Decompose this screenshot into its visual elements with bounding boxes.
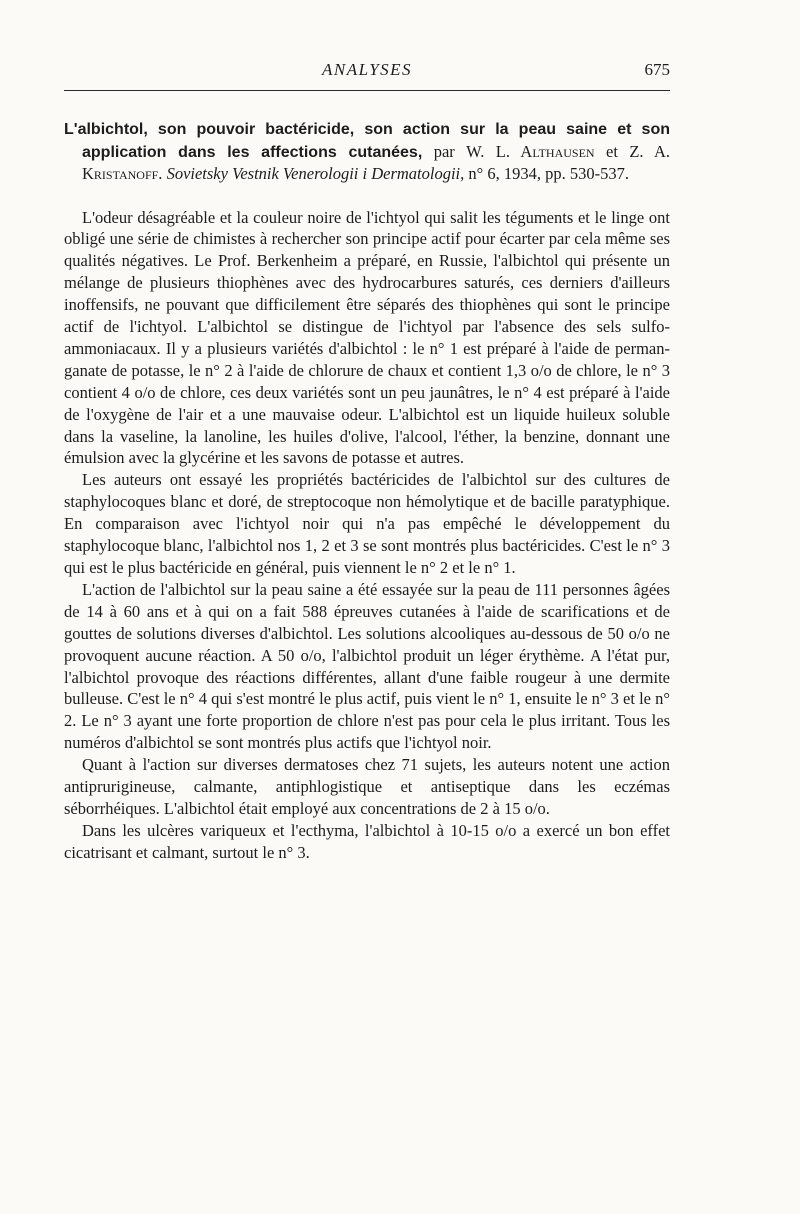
- page-header: [64, 50, 670, 90]
- by-word: par: [433, 141, 455, 161]
- publication-year: 1934,: [503, 164, 541, 183]
- article-citation: [64, 118, 670, 185]
- article: [64, 118, 670, 864]
- paragraph: L'action de l'albichtol sur la peau saine a été essayée sur la peau de 111 personnes âgées de 14 à 60 ans et à qui on a fait 588 épreuves cutanées à l'aide de scarifications et de gouttes de solutions diverses d'albichtol. Les solutions alcooliques au-dessous de 50 o/o ne provoquent aucune réaction. A 50 o/o, l'albichtol produit un léger érythème. A l'état pur, l'albichtol provoque des réactions différentes, allant d'une faible rougeur à une dermite bulleuse. C'est le n° 4 qui s'est montré le plus actif, puis vient le n° 1, ensuite le n° 3 et le n° 2. Le n° 3 ayant une forte proportion de chlore n'est pas pour cela le plus irritant. Tous les numéros d'albichtol se sont montrés plus actifs que l'ichtyol noir.: [64, 579, 670, 753]
- paragraph: Les auteurs ont essayé les propriétés bactéricides de l'albichtol sur des cultures de staphylocoques blanc et doré, de streptocoque non hémolytique et de bacille paratyphique. En comparaison avec l'ichtyol noir qui n'a pas empêché le développement du staphylocoque blanc, l'albichtol nos 1, 2 et 3 se sont montrés plus bactéricides. C'est le n° 3 qui est le plus bactéricide en général, puis viennent le n° 2 et le n° 1.: [64, 470, 670, 577]
- header-rule: [64, 90, 670, 91]
- running-head: ANALYSES: [321, 60, 413, 79]
- author-2: Z. A. Kristanoff.: [82, 141, 671, 183]
- journal-issue: n° 6,: [468, 164, 500, 183]
- paragraph: Dans les ulcères variqueux et l'ecthyma, l'albichtol à 10-15 o/o a exercé un bon effet cicatrisant et calmant, surtout le n° 3.: [64, 820, 670, 862]
- page-number: 675: [644, 60, 670, 79]
- page-range: pp. 530-537.: [545, 164, 629, 183]
- article-title: L'albichtol, son pouvoir bactéricide, son action sur la peau saine et son application dans les affections cutanées,: [64, 121, 670, 161]
- journal-name: Sovietsky Vestnik Venerologii i Dermatologii,: [166, 164, 465, 183]
- paragraph: L'odeur désagréable et la couleur noire de l'ichtyol qui salit les téguments et le linge ont obligé une série de chimistes à rechercher son principe actif pour écarter par cela même ses qualités négatives. Le Prof. Berkenheim a préparé, en Russie, l'albichtol qui présente un mélange de plusieurs thiophènes avec des hydrocarbures saturés, ces derniers d'ailleurs inoffensifs, ne pouvant que difficilement être séparés des thiophènes qui sont le principe actif de l'ichtyol. L'albichtol se distingue de l'ichtyol par l'absence des sels sulfo-ammoniacaux. Il y a plusieurs variétés d'albichtol : le n° 1 est préparé à l'aide de permanganate de potasse, le n° 2 à l'aide de chlorure de chaux et contient 1,3 o/o de chlore, le n° 3 contient 4 o/o de chlore, ces deux variétés sont un peu jaunâtres, le n° 4 est préparé à l'aide de l'oxygène de l'air et a une mauvaise odeur. L'albichtol est un liquide huileux soluble dans la vaseline, la lanoline, les huiles d'olive, l'alcool, l'éther, la benzine, donnant une émulsion avec la glycérine et les savons de potasse et autres.: [64, 207, 670, 468]
- author-1: W. L. Althausen: [466, 141, 595, 161]
- paragraph: Quant à l'action sur diverses dermatoses chez 71 sujets, les auteurs notent une action antiprurigineuse, calmante, antiphlogistique et antiseptique dans les eczémas séborrhéiques. L'albichtol était employé aux concentrations de 2 à 15 o/o.: [64, 755, 670, 818]
- and-word: et: [606, 141, 618, 161]
